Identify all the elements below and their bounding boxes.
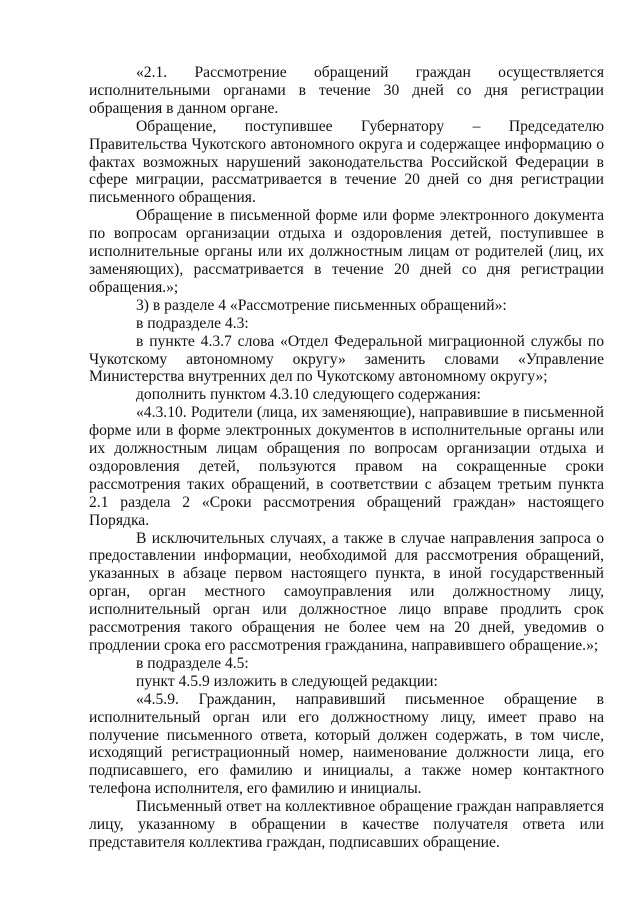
paragraph-governor-migration: Обращение, поступившее Губернатору – Председателю Правительства Чукотского автономного округа и содержащее информацию о фактах возможных нарушений законодательства Российской Федерации в сфере миграции, рассматривается в течение 20 дней со дня регистрации письменного обращения. bbox=[89, 117, 604, 207]
paragraph-subsection-4-5: в подразделе 4.5: bbox=[136, 654, 249, 672]
paragraph-4-3-10: «4.3.10. Родители (лица, их заменяющие), направившие в письменной форме или в форме электронных документов в исполнительные органы или их должностным лицам обращения по вопросам организации отдыха и оздоровления детей, пользуются правом на сокращенные сроки рассмотрения таких обращений, в соответствии с абзацем третьим пункта 2.1 раздела 2 «Сроки рассмотрения обращений граждан» настоящего Порядка. bbox=[89, 404, 604, 529]
paragraph-4-5-9: «4.5.9. Гражданин, направивший письменное обращение в исполнительный орган или его должностному лицу, имеет право на получение письменного ответа, который должен содержать, в том числе, исходящий регистрационный номер, наименование должности лица, его подписавшего, его фамилию и инициалы, а также номер контактного телефона исполнителя, его фамилию и инициалы. bbox=[89, 690, 604, 798]
document-page bbox=[89, 64, 604, 852]
paragraph-add-4-3-10: дополнить пунктом 4.3.10 следующего содержания: bbox=[136, 386, 481, 404]
paragraph-item-4-5-9-intro: пункт 4.5.9 изложить в следующей редакции: bbox=[136, 672, 438, 690]
paragraph-item-4-3-7: в пункте 4.3.7 слова «Отдел Федеральной миграционной службы по Чукотскому автономному округу» заменить словами «Управление Министерства внутренних дел по Чукотскому автономному округу»; bbox=[89, 332, 604, 386]
paragraph-collective-reply: Письменный ответ на коллективное обращение граждан направляется лицу, указанному в обращении в качестве получателя ответа или представителя коллектива граждан, подписавших обращение. bbox=[89, 798, 604, 851]
paragraph-subsection-4-3: в подразделе 4.3: bbox=[136, 314, 249, 332]
paragraph-exceptional-cases: В исключительных случаях, а также в случае направления запроса о предоставлении информации, необходимой для рассмотрения обращений, указанных в абзаце первом настоящего пункта, в иной государственный орган, орган местного самоуправления или должностному лицу, исполнительный орган или должностное лицо вправе продлить срок рассмотрения такого обращения не более чем на 20 дней, уведомив о продлении срока его рассмотрения гражданина, направившего обращение.»; bbox=[89, 529, 604, 654]
paragraph-2-1-period: «2.1. Рассмотрение обращений граждан осуществляется исполнительными органами в течение 30 дней со дня регистрации обращения в данном органе. bbox=[89, 64, 604, 117]
paragraph-section-4: 3) в разделе 4 «Рассмотрение письменных обращений»: bbox=[136, 296, 507, 314]
paragraph-children-rest: Обращение в письменной форме или форме электронного документа по вопросам организации отдыха и оздоровления детей, поступившее в исполнительные органы или их должностным лицам от родителей (лиц, их заменяющих), рассматривается в течение 20 дней со дня регистрации обращения.»; bbox=[89, 207, 604, 296]
